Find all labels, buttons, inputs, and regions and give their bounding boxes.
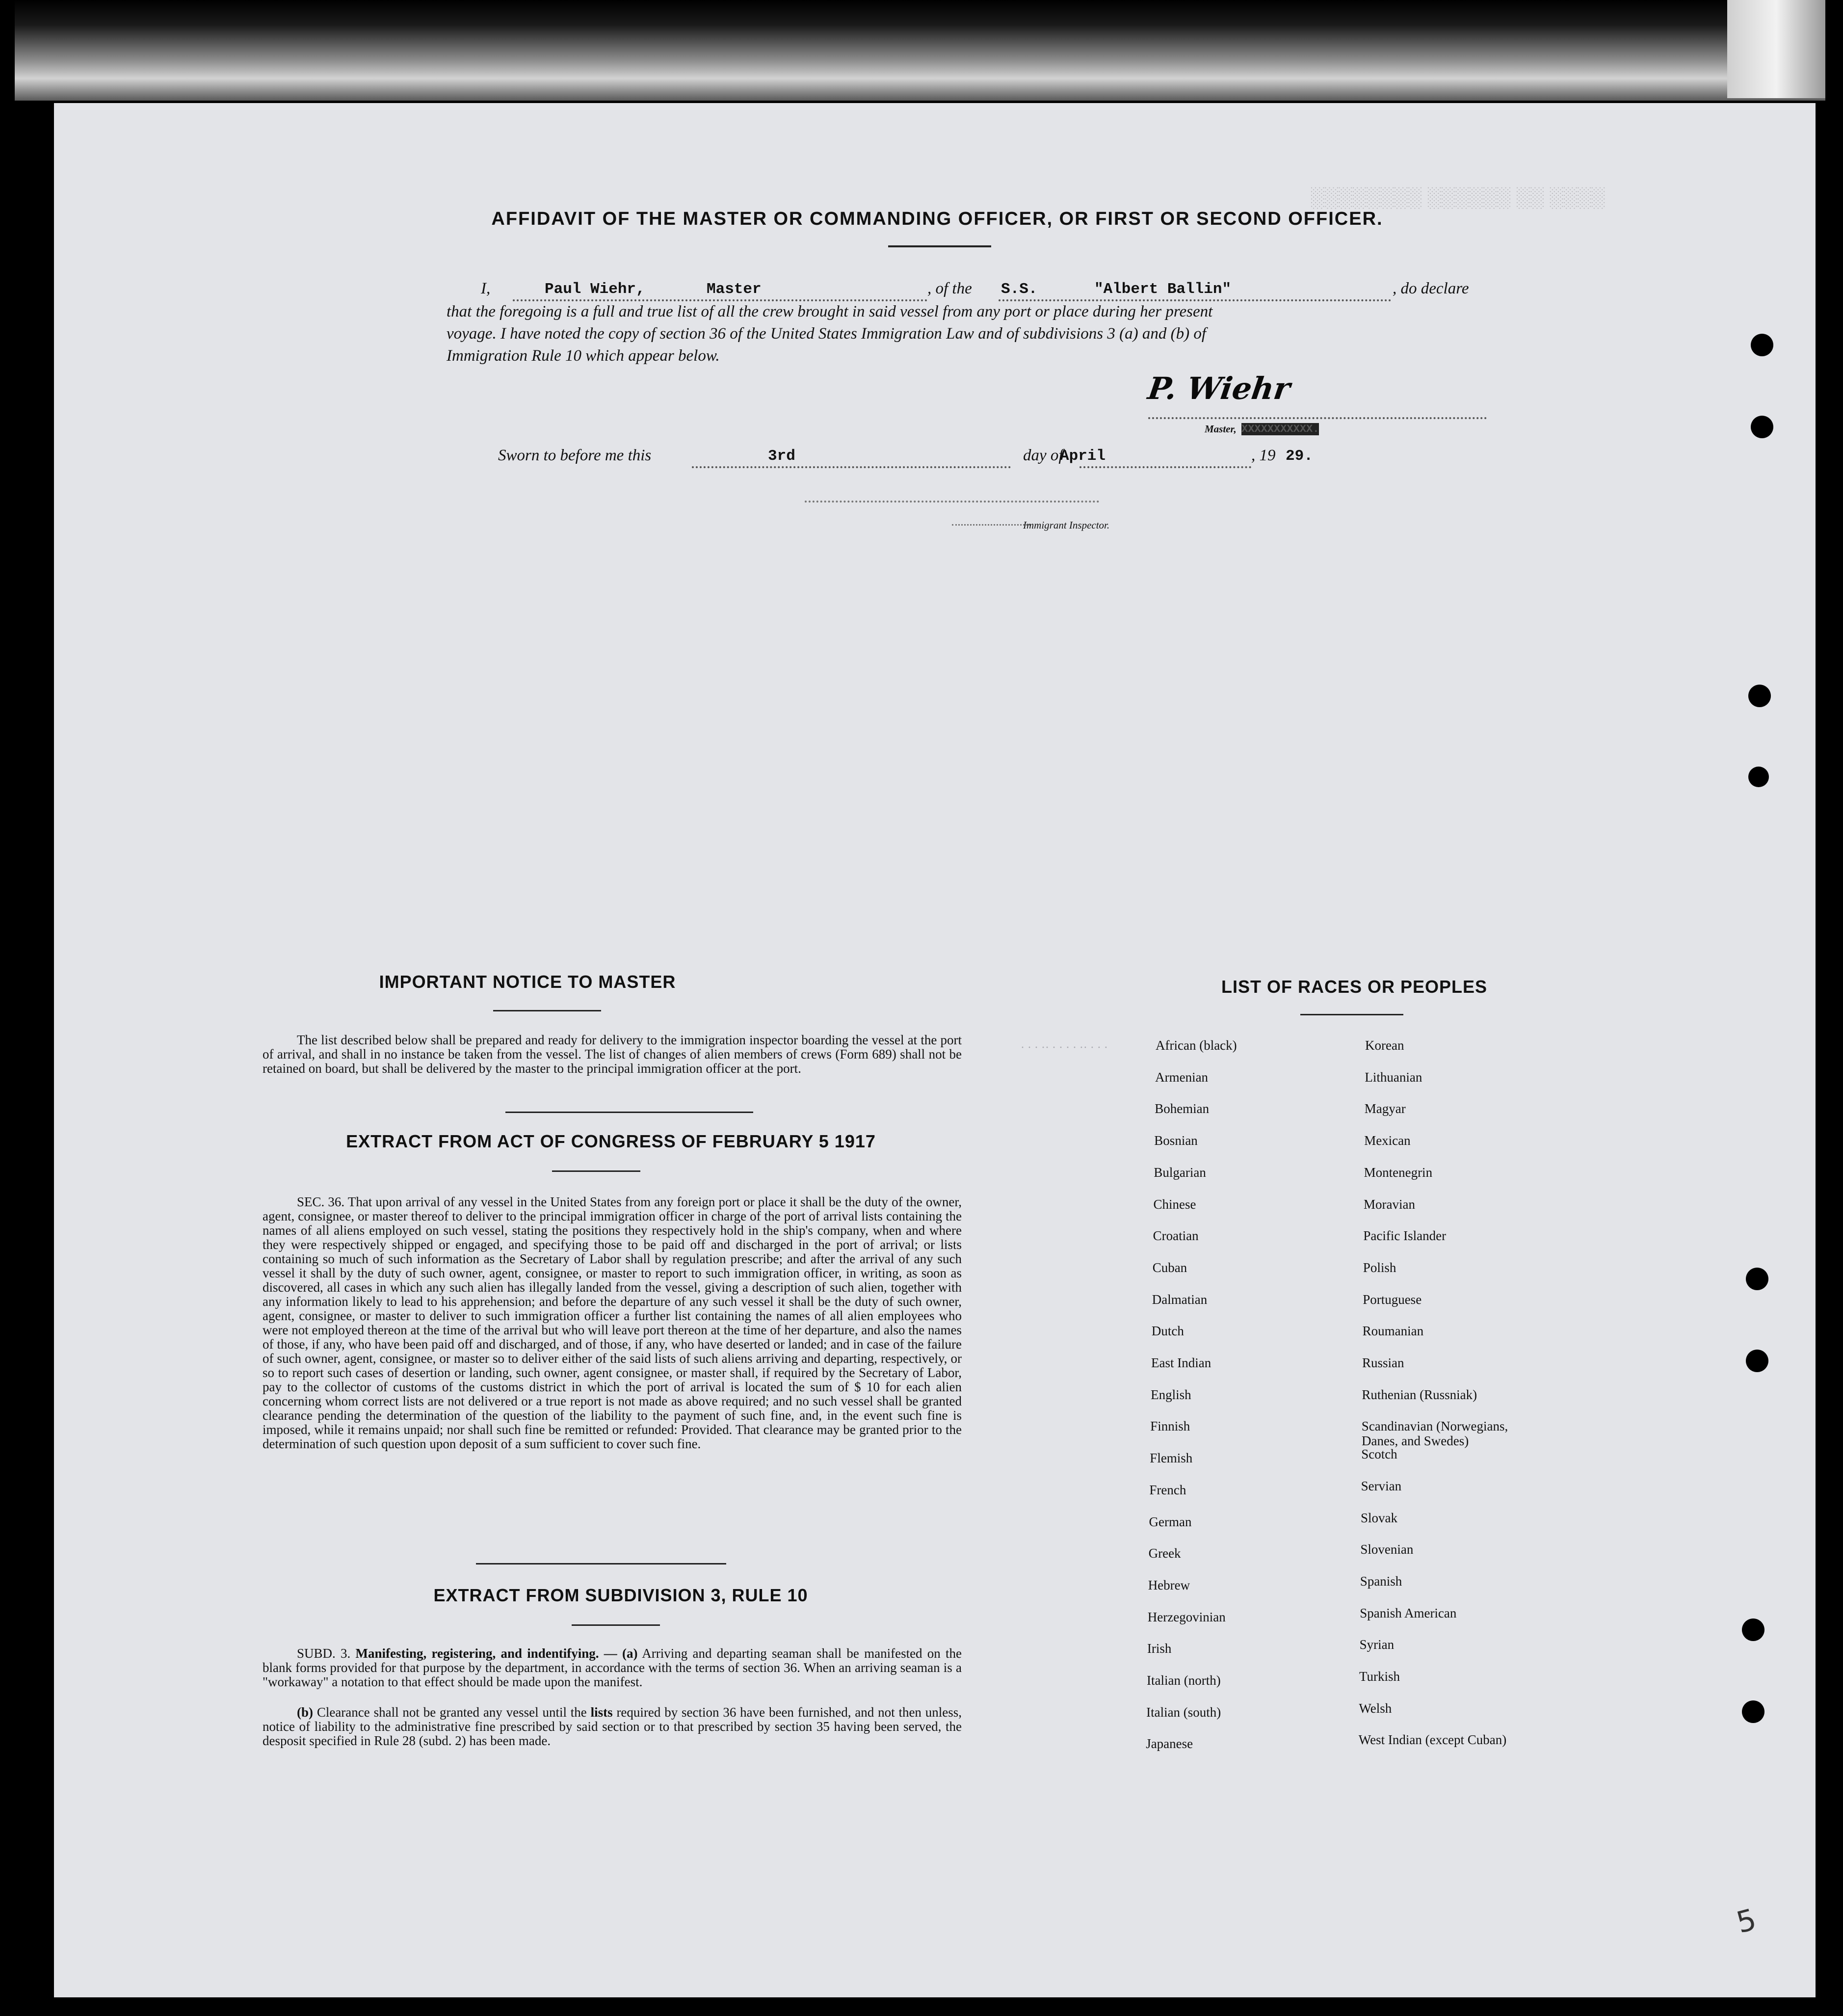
race-item: Magyar bbox=[1364, 1101, 1406, 1116]
sworn-day: 3rd bbox=[768, 448, 795, 465]
race-item: Italian (north) bbox=[1147, 1673, 1221, 1688]
notice-title: IMPORTANT NOTICE TO MASTER bbox=[379, 972, 676, 992]
race-item: Danes, and Swedes) bbox=[1362, 1433, 1469, 1449]
races-title: LIST OF RACES OR PEOPLES bbox=[1221, 977, 1488, 997]
race-item: Roumanian bbox=[1362, 1324, 1424, 1339]
subd-heading: Manifesting, registering, and indentifying. bbox=[355, 1646, 599, 1661]
race-item: Bohemian bbox=[1155, 1101, 1210, 1116]
notice-rule bbox=[493, 1010, 601, 1011]
day-of-label: day of bbox=[1023, 447, 1063, 464]
vessel-name: "Albert Ballin" bbox=[1094, 281, 1232, 298]
race-item: West Indian (except Cuban) bbox=[1358, 1732, 1507, 1748]
act-title: EXTRACT FROM ACT OF CONGRESS OF FEBRUARY 5 1917 bbox=[346, 1131, 876, 1151]
race-item: Syrian bbox=[1359, 1637, 1395, 1652]
race-item: Korean bbox=[1365, 1038, 1404, 1053]
bleed-through-text: ░░░░░░░░ ░░░░░░ ░░ ░░░░ bbox=[1310, 186, 1605, 208]
master-signature: P. Wiehr bbox=[1145, 371, 1292, 406]
subd-b-lists: lists bbox=[590, 1705, 613, 1720]
master-name: Paul Wiehr, bbox=[545, 281, 645, 298]
punch-hole bbox=[1751, 416, 1773, 438]
race-item: Slovenian bbox=[1360, 1542, 1414, 1557]
race-item: Hebrew bbox=[1148, 1577, 1190, 1592]
sworn-year: 29. bbox=[1286, 448, 1313, 465]
vessel-type: S.S. bbox=[1001, 281, 1038, 298]
race-item: Welsh bbox=[1359, 1700, 1392, 1716]
race-item: Japanese bbox=[1146, 1736, 1193, 1751]
race-item: Bulgarian bbox=[1154, 1165, 1206, 1180]
year-prefix: , 19 bbox=[1251, 447, 1276, 464]
rule-rule bbox=[572, 1624, 660, 1626]
race-item: Scotch bbox=[1361, 1447, 1397, 1462]
race-item: Chinese bbox=[1153, 1196, 1196, 1212]
do-declare-label: , do declare bbox=[1393, 280, 1469, 297]
race-item: Slovak bbox=[1361, 1510, 1398, 1525]
punch-hole bbox=[1748, 685, 1771, 707]
subd-b-label: (b) bbox=[297, 1705, 313, 1720]
race-item: Servian bbox=[1361, 1478, 1402, 1493]
affidavit-line-4: Immigration Rule 10 which appear below. bbox=[447, 347, 720, 365]
binder-edge-corner bbox=[1727, 0, 1825, 98]
race-item: Herzegovinian bbox=[1147, 1609, 1226, 1624]
page-number-mark: 5 bbox=[1733, 1902, 1760, 1940]
of-the-label: , of the bbox=[927, 280, 972, 297]
race-item: German bbox=[1149, 1514, 1192, 1529]
act-text: SEC. 36. That upon arrival of any vessel in the United States from any foreign port or place it shall be the duty of the owner, agent, consignee, or master thereof to deliver to the principal immigration officer in charge of the port of arrival lists containing the names of all aliens employed on such vessel, stating the positions they respectively hold in the ship's company, when and where they were respectively shipped or engaged, and specifying those to be paid off and discharged in the port of arrival; or lists containing so much of such information as the Secretary of Labor shall by regulation prescribe; and after the arrival of any such vessel it shall by the duty of such owner, agent, consignee, or master to report to such immigration officer, in writing, as soon as discovered, all cases in which any such alien has illegally landed from the vessel, giving a description of such alien, together with any information likely to lead to his apprehension; and before the departure of any such vessel it shall be the duty of such owner, agent, consignee, or master to deliver to such immigration officer a further list containing the names of all alien employees who were not employed thereon at the time of the arrival but who will leave port thereon at the time of her departure, and also the names of those, if any, who have been paid off and discharged, and of those, if any, who have deserted or landed; and in case of the failure of such owner, agent, consignee, or master so to deliver either of the said lists of such aliens arriving and departing, respectively, or so to report such cases of desertion or landing, such owner, agent consignee, or master shall, if required by the Secretary of Labor, pay to the collector of customs of the customs district in which the port of arrival is located the sum of $ 10 for each alien concerning whom correct lists are not delivered or a true report is not made as above required; and no such vessel shall be granted clearance pending the determination of the question of the liability to the payment of such fine, and, in the event such fine is imposed, while it remains unpaid; nor shall such fine be remitted or refunded: Provided. That clearance may be granted prior to the determination of such question upon deposit of a sum sufficient to cover such fine. bbox=[263, 1194, 962, 1451]
race-item: Ruthenian (Russniak) bbox=[1362, 1387, 1477, 1402]
notice-text: The list described below shall be prepared and ready for delivery to the immigration inspector boarding the vessel at the port of arrival, and shall in no instance be taken from the vessel. The list of changes of alien members of crews (Form 689) shall not be retained on board, but shall be delivered by the master to the principal immigration officer at the port. bbox=[263, 1033, 962, 1076]
affidavit-i: I, bbox=[481, 280, 491, 297]
binder-edge bbox=[15, 0, 1825, 101]
race-item: Portuguese bbox=[1363, 1292, 1422, 1307]
subd-label: SUBD. 3. bbox=[297, 1646, 351, 1661]
race-item: Russian bbox=[1362, 1355, 1404, 1370]
race-item: Pacific Islander bbox=[1363, 1228, 1447, 1244]
race-item: East Indian bbox=[1151, 1355, 1211, 1370]
act-divider bbox=[476, 1563, 726, 1565]
race-item: Cuban bbox=[1152, 1260, 1187, 1275]
sworn-label: Sworn to before me this bbox=[498, 447, 652, 464]
affidavit-title: AFFIDAVIT OF THE MASTER OR COMMANDING OFFICER, OR FIRST OR SECOND OFFICER. bbox=[491, 209, 1383, 229]
inspector-leader bbox=[952, 524, 1030, 526]
punch-hole bbox=[1742, 1700, 1764, 1723]
punch-hole bbox=[1746, 1350, 1768, 1372]
subd-a-text: Arriving and departing seaman shall be manifested on the blank forms provided for that purpose by the department, in accordance with the terms of section 36. When an arriving seaman is a "workaway" a notation to that effect should be made upon the manifest. bbox=[263, 1646, 962, 1689]
rule-title: EXTRACT FROM SUBDIVISION 3, RULE 10 bbox=[433, 1585, 808, 1605]
race-item: Turkish bbox=[1359, 1669, 1400, 1684]
document-page bbox=[54, 103, 1816, 1997]
race-item: Spanish bbox=[1360, 1573, 1402, 1589]
race-item: Greek bbox=[1148, 1546, 1181, 1561]
rule-paragraph-b bbox=[263, 1705, 962, 1748]
race-item: Croatian bbox=[1153, 1228, 1199, 1244]
master-rank: Master bbox=[707, 281, 762, 298]
race-item: Armenian bbox=[1155, 1069, 1209, 1085]
race-item: Moravian bbox=[1364, 1196, 1415, 1212]
signature-caption: Master, bbox=[1205, 423, 1237, 435]
signature-line bbox=[1148, 417, 1487, 419]
rule-paragraph-a bbox=[263, 1646, 962, 1689]
race-item: English bbox=[1151, 1387, 1191, 1402]
act-rule bbox=[552, 1170, 640, 1172]
race-item: Bosnian bbox=[1154, 1133, 1198, 1148]
subd-a-label: — (a) bbox=[604, 1646, 638, 1661]
race-item: Lithuanian bbox=[1365, 1069, 1422, 1085]
struck-title: XXXXXXXXXXX. bbox=[1241, 423, 1319, 435]
race-item: Scandinavian (Norwegians, bbox=[1361, 1419, 1508, 1434]
title-rule bbox=[888, 245, 991, 247]
race-item: Spanish American bbox=[1360, 1605, 1457, 1620]
races-rule bbox=[1300, 1014, 1403, 1015]
race-item: Italian (south) bbox=[1146, 1704, 1221, 1720]
race-item: Dutch bbox=[1151, 1324, 1184, 1339]
race-item: Montenegrin bbox=[1364, 1165, 1433, 1180]
punch-hole bbox=[1742, 1618, 1764, 1641]
subd-b-text-2: required by section 36 have been furnished, and not then unless, notice of liability to the administrative fine prescribed by said section or to that prescribed by section 35 having been served, the desposit specified in Rule 28 (subd. 2) has been made. bbox=[263, 1705, 962, 1748]
faint-margin-text: · · · ·· · · · · ·· · · · bbox=[1021, 1041, 1108, 1054]
race-item: Dalmatian bbox=[1152, 1292, 1208, 1307]
race-item: Mexican bbox=[1364, 1133, 1411, 1148]
day-field bbox=[692, 447, 1011, 468]
race-item: Irish bbox=[1147, 1641, 1172, 1656]
notice-divider bbox=[505, 1112, 753, 1113]
affidavit-line-3: voyage. I have noted the copy of section 36 of the United States Immigration Law and of subdivisions 3 (a) and (b) of bbox=[447, 325, 1207, 343]
sworn-month: April bbox=[1060, 448, 1106, 465]
race-item: Finnish bbox=[1150, 1419, 1190, 1434]
inspector-line bbox=[805, 501, 1099, 503]
race-item: African (black) bbox=[1156, 1038, 1237, 1053]
punch-hole bbox=[1751, 334, 1773, 356]
race-item: Flemish bbox=[1150, 1451, 1193, 1466]
affidavit-line-2: that the foregoing is a full and true list of all the crew brought in said vessel from any port or place during her present bbox=[447, 303, 1213, 320]
race-item: French bbox=[1149, 1482, 1186, 1497]
subd-b-text-1: Clearance shall not be granted any vessel until the bbox=[316, 1705, 587, 1720]
inspector-caption: Immigrant Inspector. bbox=[1023, 519, 1110, 531]
punch-hole bbox=[1748, 767, 1769, 787]
punch-hole bbox=[1746, 1268, 1768, 1290]
race-item: Polish bbox=[1363, 1260, 1396, 1275]
